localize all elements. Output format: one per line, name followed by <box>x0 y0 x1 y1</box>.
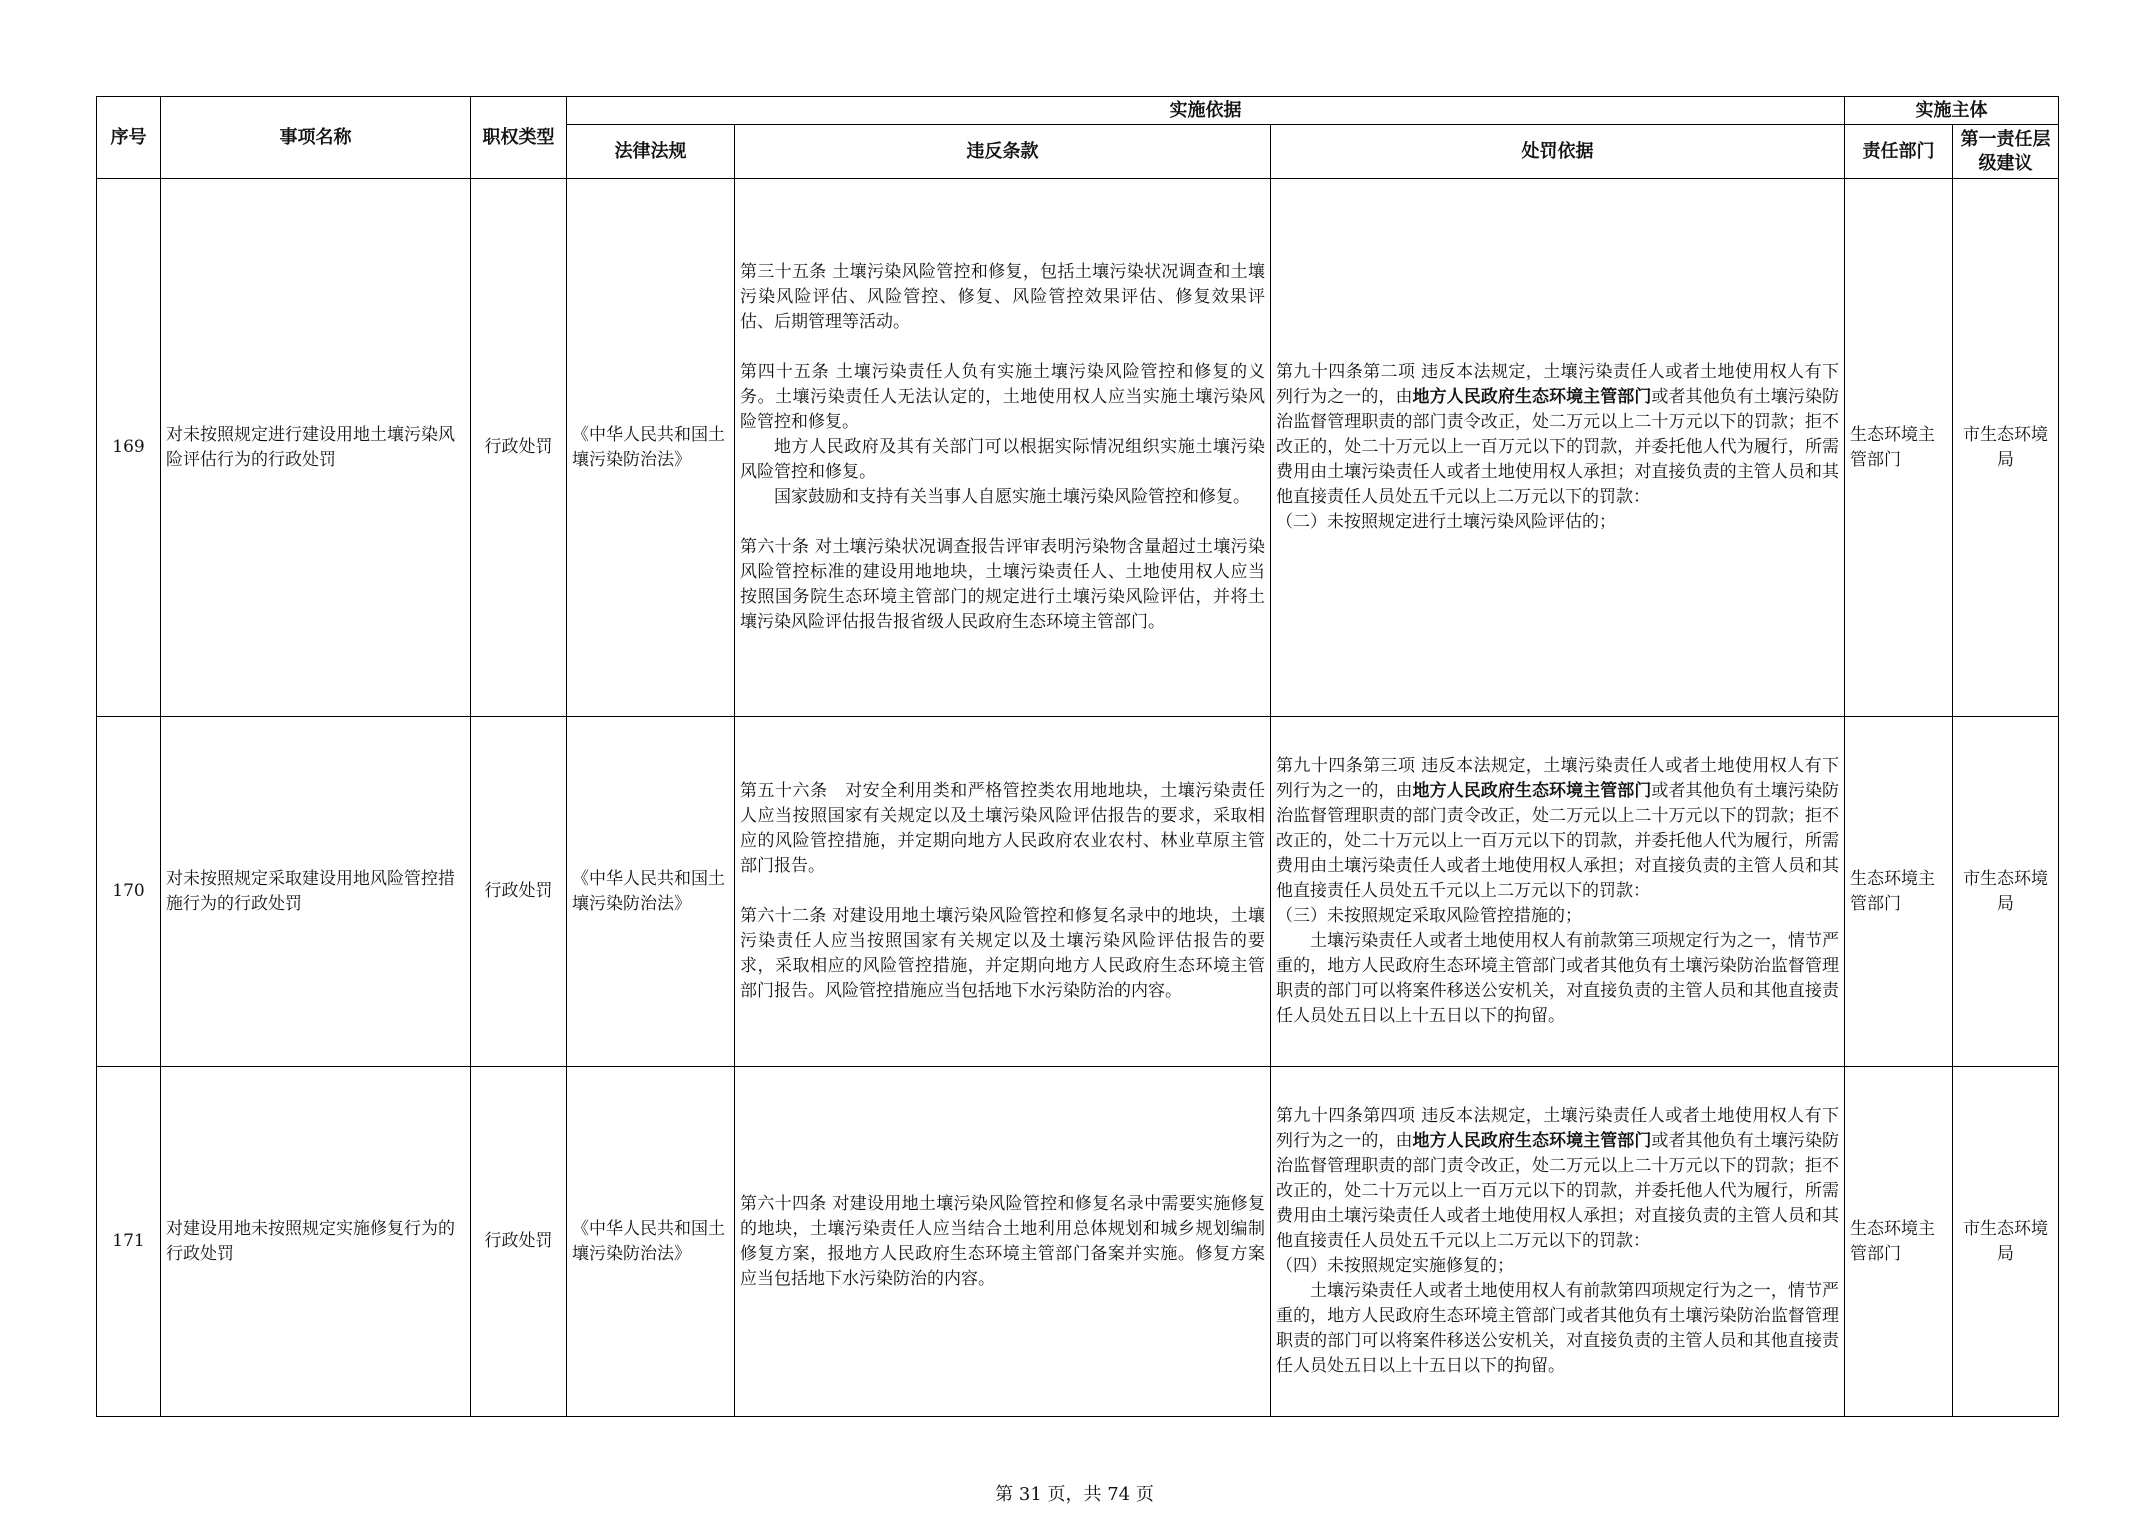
penalty-pre: 第九十四条第三项 违反本法规定，土壤污染责任人或者土地使用权人有下列行为之一的，由 <box>1276 756 1840 801</box>
header-subject-group: 实施主体 <box>1845 97 2059 125</box>
penalty-authority: 地方人民政府生态环境主管部门 <box>1412 781 1652 801</box>
penalty-post: 或者其他负有土壤污染防治监督管理职责的部门责令改正，处二万元以上二十万元以下的罚款；拒不改正的，处二十万元以上一百万元以下的罚款，并委托他人代为履行，所需费用由土壤污染责任人或者土地使用权人承担；对直接负责的主管人员和其他直接责任人员处五千元以上二万元以下的罚款： <box>1276 387 1840 507</box>
penalty-text <box>1276 1104 1839 1254</box>
penalty-post: 或者其他负有土壤污染防治监督管理职责的部门责令改正，处二万元以上二十万元以下的罚款；拒不改正的，处二十万元以上一百万元以下的罚款，并委托他人代为履行，所需费用由土壤污染责任人或者土地使用权人承担；对直接负责的主管人员和其他直接责任人员处五千元以上二万元以下的罚款： <box>1276 781 1840 901</box>
violation-para: 地方人民政府及其有关部门可以根据实际情况组织实施土壤污染风险管控和修复。 <box>740 437 1265 482</box>
header-violation: 违反条款 <box>735 125 1271 179</box>
row-item-name: 对未按照规定进行建设用地土壤污染风险评估行为的行政处罚 <box>161 179 471 717</box>
violation-para: 第四十五条 土壤污染责任人负有实施土壤污染风险管控和修复的义务。土壤污染责任人无法认定的，土地使用权人应当实施土壤污染风险管控和修复。 <box>740 362 1265 432</box>
row-level: 市生态环境局 <box>1953 1067 2059 1417</box>
row-item-name: 对建设用地未按照规定实施修复行为的行政处罚 <box>161 1067 471 1417</box>
row-penalty <box>1271 717 1845 1067</box>
header-power-type: 职权类型 <box>471 97 567 179</box>
violation-para: 第三十五条 土壤污染风险管控和修复，包括土壤污染状况调查和土壤污染风险评估、风险管控、修复、风险管控效果评估、修复效果评估、后期管理等活动。 <box>740 262 1265 332</box>
header-dept: 责任部门 <box>1845 125 1953 179</box>
penalty-item: （二）未按照规定进行土壤污染风险评估的； <box>1276 512 1616 532</box>
penalty-item: （四）未按照规定实施修复的； <box>1276 1256 1514 1276</box>
row-law: 《中华人民共和国土壤污染防治法》 <box>567 179 735 717</box>
penalty-authority: 地方人民政府生态环境主管部门 <box>1412 387 1652 407</box>
table-row <box>97 179 2059 717</box>
violation-para: 第六十四条 对建设用地土壤污染风险管控和修复名录中需要实施修复的地块，土壤污染责任人应当结合土地利用总体规划和城乡规划编制修复方案，报地方人民政府生态环境主管部门备案并实施。修复方案应当包括地下水污染防治的内容。 <box>740 1193 1265 1289</box>
penalty-extra: 土壤污染责任人或者土地使用权人有前款第三项规定行为之一，情节严重的，地方人民政府生态环境主管部门或者其他负有土壤污染防治监督管理职责的部门可以将案件移送公安机关，对直接负责的主管人员和其他直接责任人员处五日以上十五日以下的拘留。 <box>1276 931 1840 1026</box>
row-violation <box>735 1067 1271 1417</box>
penalty-pre: 第九十四条第四项 违反本法规定，土壤污染责任人或者土地使用权人有下列行为之一的，由 <box>1276 1106 1840 1151</box>
penalty-text <box>1276 754 1839 904</box>
penalty-post: 或者其他负有土壤污染防治监督管理职责的部门责令改正，处二万元以上二十万元以下的罚款；拒不改正的，处二十万元以上一百万元以下的罚款，并委托他人代为履行，所需费用由土壤污染责任人或者土地使用权人承担；对直接负责的主管人员和其他直接责任人员处五千元以上二万元以下的罚款： <box>1276 1131 1840 1251</box>
row-violation <box>735 179 1271 717</box>
violation-para: 第五十六条 对安全利用类和严格管控类农用地地块，土壤污染责任人应当按照国家有关规定以及土壤污染风险评估报告的要求，采取相应的风险管控措施，并定期向地方人民政府农业农村、林业草原主管部门报告。 <box>740 781 1265 876</box>
violation-para: 第六十条 对土壤污染状况调查报告评审表明污染物含量超过土壤污染风险管控标准的建设用地地块，土壤污染责任人、土地使用权人应当按照国务院生态环境主管部门的规定进行土壤污染风险评估，并将土壤污染风险评估报告报省级人民政府生态环境主管部门。 <box>740 537 1265 632</box>
row-item-name: 对未按照规定采取建设用地风险管控措施行为的行政处罚 <box>161 717 471 1067</box>
row-power-type: 行政处罚 <box>471 179 567 717</box>
row-seq: 170 <box>97 717 161 1067</box>
penalty-text <box>1276 360 1839 510</box>
table-row <box>97 717 2059 1067</box>
row-seq: 171 <box>97 1067 161 1417</box>
row-dept: 生态环境主管部门 <box>1845 717 1953 1067</box>
penalty-extra: 土壤污染责任人或者土地使用权人有前款第四项规定行为之一，情节严重的，地方人民政府生态环境主管部门或者其他负有土壤污染防治监督管理职责的部门可以将案件移送公安机关，对直接负责的主管人员和其他直接责任人员处五日以上十五日以下的拘留。 <box>1276 1281 1840 1376</box>
header-penalty: 处罚依据 <box>1271 125 1845 179</box>
violation-para: 第六十二条 对建设用地土壤污染风险管控和修复名录中的地块，土壤污染责任人应当按照国家有关规定以及土壤污染风险评估报告的要求，采取相应的风险管控措施，并定期向地方人民政府生态环境主管部门报告。风险管控措施应当包括地下水污染防治的内容。 <box>740 906 1265 1001</box>
row-level: 市生态环境局 <box>1953 717 2059 1067</box>
row-penalty <box>1271 1067 1845 1417</box>
row-violation <box>735 717 1271 1067</box>
row-dept: 生态环境主管部门 <box>1845 1067 1953 1417</box>
penalty-item: （三）未按照规定采取风险管控措施的； <box>1276 906 1582 926</box>
penalty-pre: 第九十四条第二项 违反本法规定，土壤污染责任人或者土地使用权人有下列行为之一的，由 <box>1276 362 1840 407</box>
page-number: 第 31 页，共 74 页 <box>995 1484 1154 1505</box>
row-law: 《中华人民共和国土壤污染防治法》 <box>567 1067 735 1417</box>
row-power-type: 行政处罚 <box>471 1067 567 1417</box>
table-row <box>97 1067 2059 1417</box>
header-level: 第一责任层级建议 <box>1953 125 2059 179</box>
row-power-type: 行政处罚 <box>471 717 567 1067</box>
header-basis-group: 实施依据 <box>567 97 1845 125</box>
row-level: 市生态环境局 <box>1953 179 2059 717</box>
row-dept: 生态环境主管部门 <box>1845 179 1953 717</box>
header-law: 法律法规 <box>567 125 735 179</box>
row-seq: 169 <box>97 179 161 717</box>
penalty-table <box>96 96 2059 1417</box>
row-law: 《中华人民共和国土壤污染防治法》 <box>567 717 735 1067</box>
violation-para: 国家鼓励和支持有关当事人自愿实施土壤污染风险管控和修复。 <box>774 487 1250 507</box>
header-seq: 序号 <box>97 97 161 179</box>
header-item-name: 事项名称 <box>161 97 471 179</box>
penalty-authority: 地方人民政府生态环境主管部门 <box>1412 1131 1652 1151</box>
row-penalty <box>1271 179 1845 717</box>
